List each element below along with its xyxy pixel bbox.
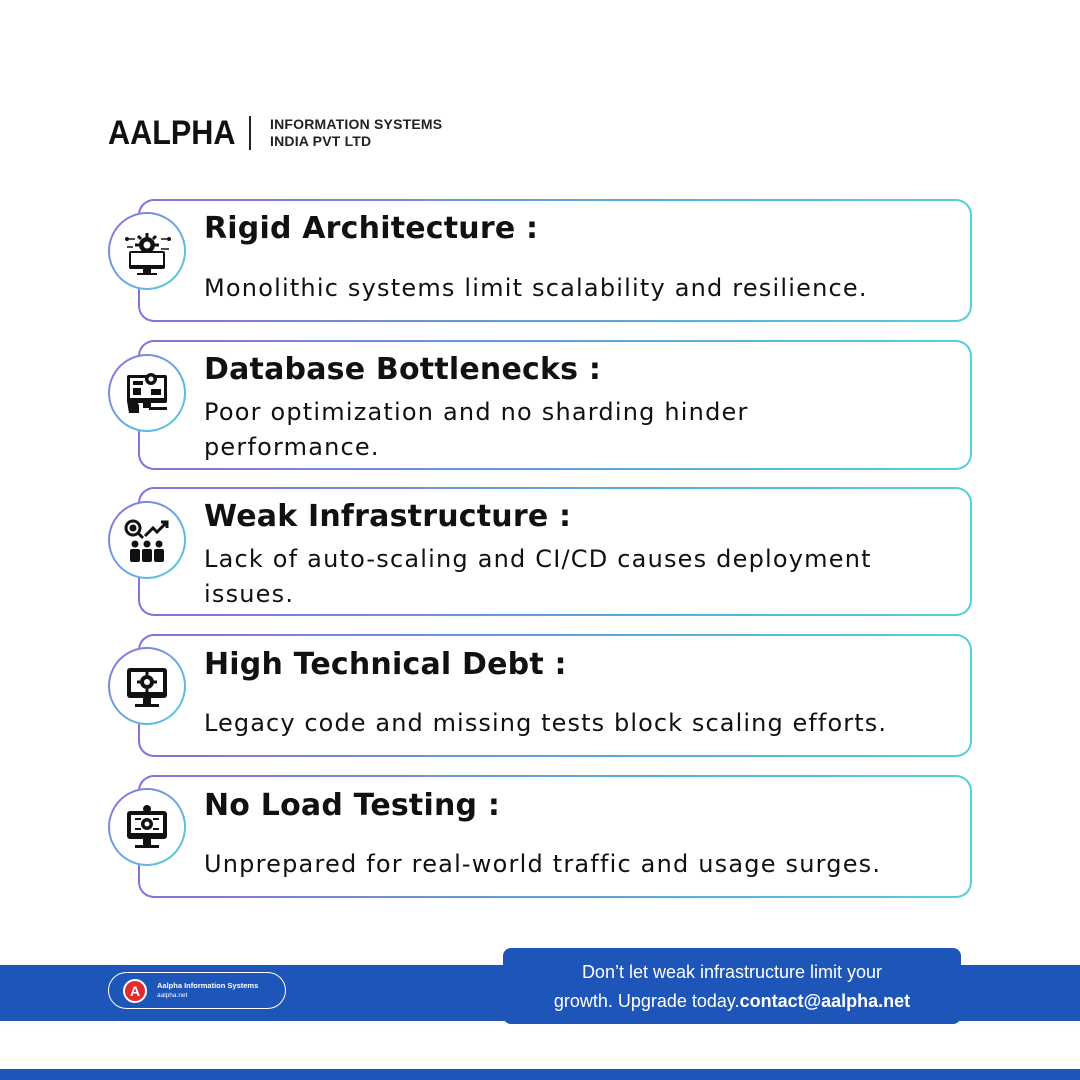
footer-brand-text	[157, 981, 258, 1000]
bottom-accent-strip	[0, 1069, 1080, 1080]
dashboard-settings-icon	[108, 354, 186, 432]
gear-monitor-icon	[108, 212, 186, 290]
team-growth-icon	[108, 501, 186, 579]
brand-subtitle	[270, 116, 442, 150]
footer-brand-url[interactable]: aalpha.net	[157, 992, 188, 999]
card-description: Unprepared for real-world traffic and usage surges.	[204, 850, 882, 878]
card-description: Monolithic systems limit scalability and resilience.	[204, 274, 868, 302]
issue-card-no-load-testing	[108, 775, 972, 898]
card-title: Database Bottlenecks :	[204, 352, 602, 387]
cta-text: growth. Upgrade today.	[553, 991, 740, 1011]
issue-card-database-bottlenecks	[108, 340, 972, 470]
footer-brand-pill[interactable]	[108, 972, 286, 1009]
brand-divider	[249, 116, 251, 150]
monitor-gear-icon	[108, 647, 186, 725]
card-description: Legacy code and missing tests block scaling efforts.	[204, 709, 888, 737]
issue-card-high-technical-debt	[108, 634, 972, 757]
call-to-action-box	[503, 948, 961, 1024]
brand-subtitle-line2: INDIA PVT LTD	[270, 133, 372, 149]
cta-line-2	[503, 987, 961, 1016]
issue-card-rigid-architecture	[108, 199, 972, 322]
cta-line-1: Don’t let weak infrastructure limit your	[581, 962, 883, 982]
contact-email-link[interactable]: contact@aalpha.net	[739, 991, 911, 1011]
brand-subtitle-line1: INFORMATION SYSTEMS	[270, 116, 443, 132]
card-title: No Load Testing :	[204, 788, 501, 823]
card-title: Weak Infrastructure :	[204, 499, 572, 534]
brand-header	[108, 112, 442, 154]
card-description: Poor optimization and no sharding hinder performance.	[204, 398, 749, 461]
brand-logo-text: AALPHA	[108, 113, 236, 152]
card-title: High Technical Debt :	[204, 647, 567, 682]
monitor-circuit-icon	[108, 788, 186, 866]
card-title: Rigid Architecture :	[204, 211, 539, 246]
aalpha-logo-icon: A	[123, 979, 147, 1003]
card-description: Lack of auto-scaling and CI/CD causes deployment issues.	[204, 545, 872, 608]
issue-card-weak-infrastructure	[108, 487, 972, 616]
footer-brand-name: Aalpha Information Systems	[157, 981, 259, 990]
